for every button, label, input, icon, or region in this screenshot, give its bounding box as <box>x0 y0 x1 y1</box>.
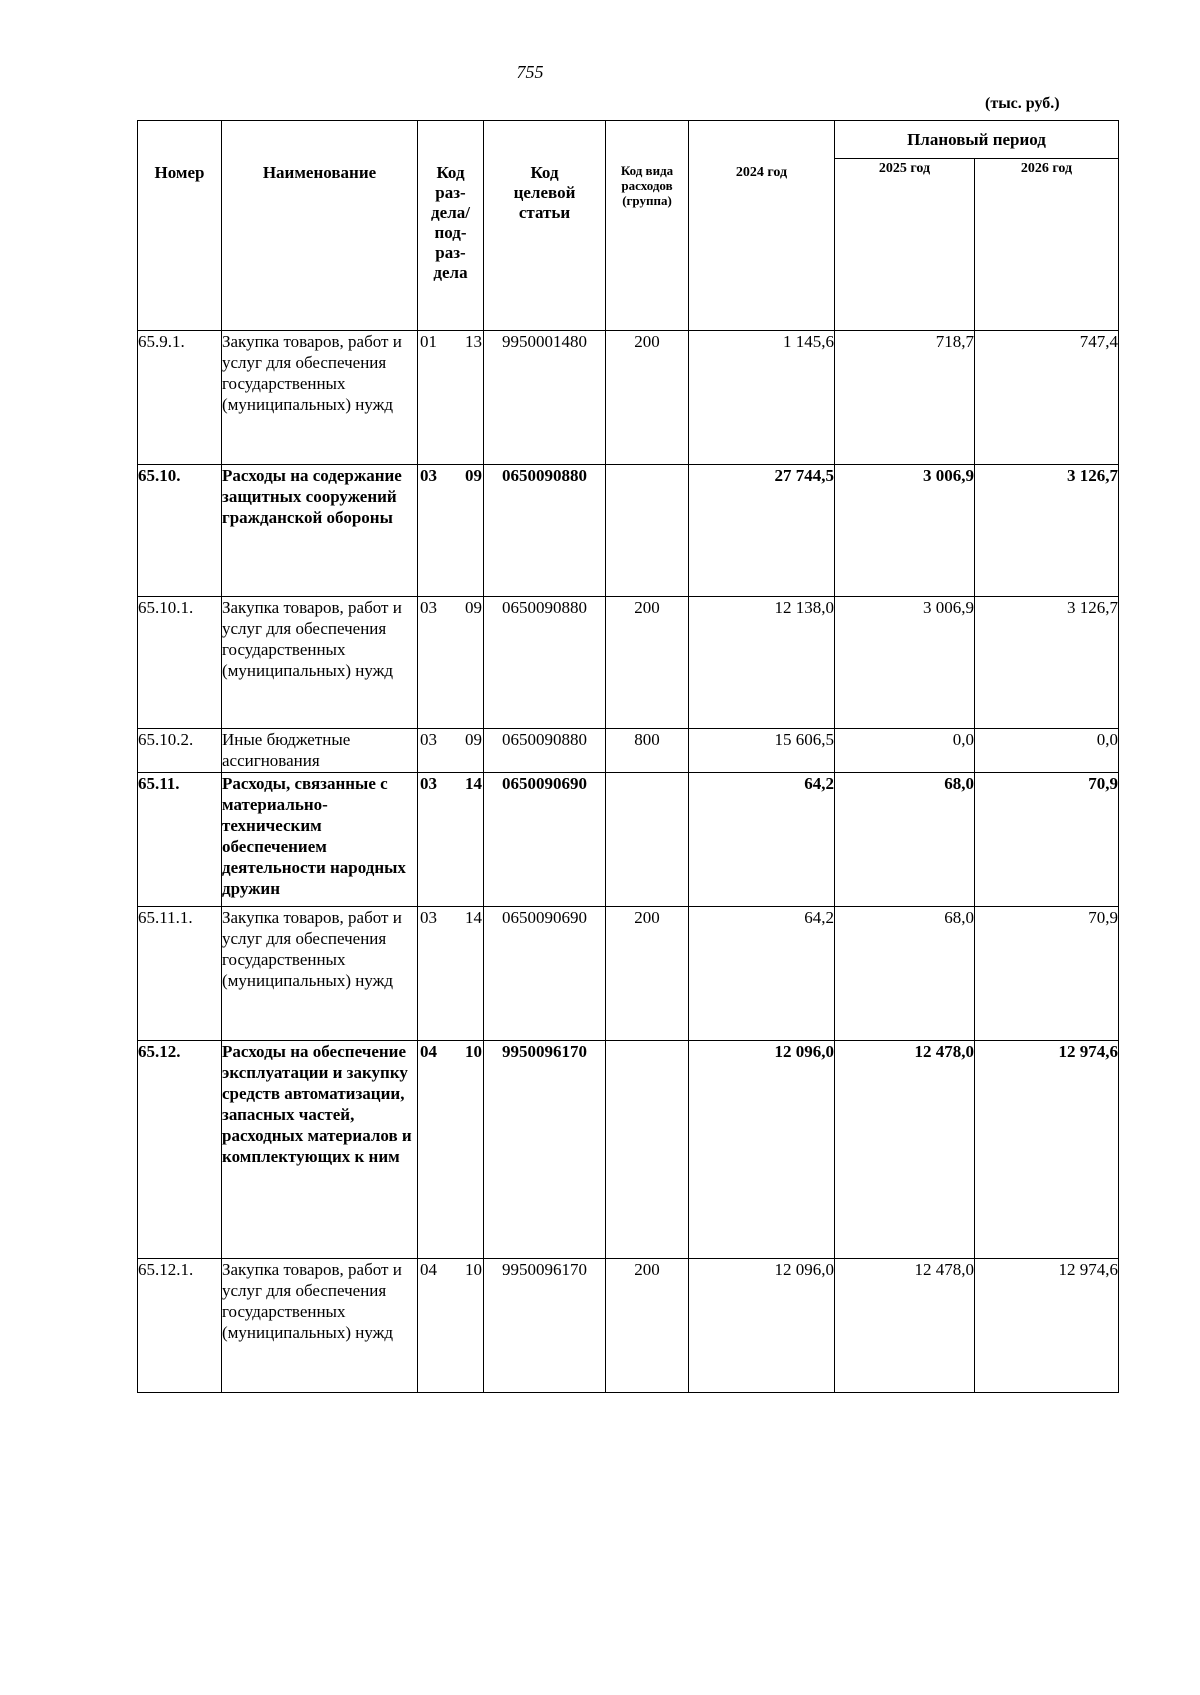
table-row <box>138 773 1119 907</box>
row-number: 65.12. <box>138 1041 222 1259</box>
row-number: 65.11.1. <box>138 907 222 1041</box>
subsection-code: 09 <box>465 598 482 617</box>
row-expense-type: 200 <box>606 597 689 729</box>
row-name: Закупка товаров, работ и услуг для обеспечения государственных (муниципальных) нужд <box>222 1259 418 1393</box>
row-target-code: 9950096170 <box>484 1259 606 1393</box>
row-section-code <box>418 1041 484 1259</box>
row-number: 65.9.1. <box>138 331 222 465</box>
subsection-code: 14 <box>465 908 482 927</box>
page-number: 755 <box>516 62 544 82</box>
row-value-2025: 68,0 <box>835 907 975 1041</box>
row-value-2024: 64,2 <box>689 773 835 907</box>
row-number: 65.10. <box>138 465 222 597</box>
row-value-2026: 3 126,7 <box>975 465 1119 597</box>
row-target-code: 0650090880 <box>484 729 606 773</box>
table-row <box>138 465 1119 597</box>
row-expense-type: 200 <box>606 331 689 465</box>
row-expense-type: 200 <box>606 907 689 1041</box>
row-value-2026: 70,9 <box>975 907 1119 1041</box>
row-value-2025: 68,0 <box>835 773 975 907</box>
row-value-2026: 12 974,6 <box>975 1259 1119 1393</box>
header-expense-type: Код вида расходов (группа) <box>606 121 689 331</box>
row-section-code <box>418 729 484 773</box>
header-target-code: Код целевой статьи <box>484 121 606 331</box>
section-code: 03 <box>420 598 437 617</box>
unit-note: (тыс. руб.) <box>985 95 1060 112</box>
row-value-2024: 15 606,5 <box>689 729 835 773</box>
row-number: 65.10.2. <box>138 729 222 773</box>
subsection-code: 09 <box>465 730 482 749</box>
table-row <box>138 331 1119 465</box>
row-value-2025: 12 478,0 <box>835 1259 975 1393</box>
row-expense-type <box>606 465 689 597</box>
header-name: Наименование <box>222 121 418 331</box>
row-section-code <box>418 465 484 597</box>
row-name: Закупка товаров, работ и услуг для обеспечения государственных (муниципальных) нужд <box>222 331 418 465</box>
row-value-2026: 3 126,7 <box>975 597 1119 729</box>
row-expense-type <box>606 1041 689 1259</box>
header-planning-period: Плановый период <box>835 121 1119 159</box>
budget-table <box>137 120 1119 1393</box>
row-name: Расходы на обеспечение эксплуатации и закупку средств автоматизации, запасных частей, расходных материалов и комплектующих к ним <box>222 1041 418 1259</box>
section-code: 03 <box>420 466 437 485</box>
row-section-code <box>418 773 484 907</box>
row-section-code <box>418 907 484 1041</box>
section-code: 04 <box>420 1260 437 1279</box>
row-name: Расходы на содержание защитных сооружений гражданской обороны <box>222 465 418 597</box>
row-value-2026: 70,9 <box>975 773 1119 907</box>
row-name: Закупка товаров, работ и услуг для обеспечения государственных (муниципальных) нужд <box>222 597 418 729</box>
row-value-2026: 0,0 <box>975 729 1119 773</box>
row-value-2024: 27 744,5 <box>689 465 835 597</box>
row-target-code: 0650090880 <box>484 465 606 597</box>
row-value-2025: 3 006,9 <box>835 465 975 597</box>
row-number: 65.10.1. <box>138 597 222 729</box>
table-row <box>138 729 1119 773</box>
row-value-2024: 12 096,0 <box>689 1041 835 1259</box>
row-section-code <box>418 331 484 465</box>
row-value-2025: 718,7 <box>835 331 975 465</box>
row-target-code: 0650090690 <box>484 907 606 1041</box>
row-expense-type <box>606 773 689 907</box>
row-target-code: 9950001480 <box>484 331 606 465</box>
subsection-code: 14 <box>465 774 482 793</box>
row-value-2024: 12 096,0 <box>689 1259 835 1393</box>
subsection-code: 10 <box>465 1260 482 1279</box>
row-section-code <box>418 597 484 729</box>
row-name: Закупка товаров, работ и услуг для обеспечения государственных (муниципальных) нужд <box>222 907 418 1041</box>
row-expense-type: 200 <box>606 1259 689 1393</box>
row-value-2024: 1 145,6 <box>689 331 835 465</box>
subsection-code: 09 <box>465 466 482 485</box>
row-target-code: 9950096170 <box>484 1041 606 1259</box>
section-code: 04 <box>420 1042 437 1061</box>
header-number: Номер <box>138 121 222 331</box>
row-target-code: 0650090690 <box>484 773 606 907</box>
header-section-code: Код раз- дела/ под- раз- дела <box>418 121 484 331</box>
row-value-2026: 747,4 <box>975 331 1119 465</box>
row-number: 65.11. <box>138 773 222 907</box>
section-code: 03 <box>420 908 437 927</box>
row-value-2026: 12 974,6 <box>975 1041 1119 1259</box>
table-body <box>138 331 1119 1393</box>
section-code: 03 <box>420 774 437 793</box>
row-target-code: 0650090880 <box>484 597 606 729</box>
row-value-2025: 3 006,9 <box>835 597 975 729</box>
row-value-2025: 0,0 <box>835 729 975 773</box>
header-year-2024: 2024 год <box>689 121 835 331</box>
row-expense-type: 800 <box>606 729 689 773</box>
header-year-2026: 2026 год <box>975 159 1119 331</box>
table-row <box>138 1259 1119 1393</box>
table-row <box>138 907 1119 1041</box>
section-code: 03 <box>420 730 437 749</box>
row-value-2024: 12 138,0 <box>689 597 835 729</box>
header-year-2025: 2025 год <box>835 159 975 331</box>
section-code: 01 <box>420 332 437 351</box>
row-name: Иные бюджетные ассигнования <box>222 729 418 773</box>
row-section-code <box>418 1259 484 1393</box>
table-row <box>138 597 1119 729</box>
row-number: 65.12.1. <box>138 1259 222 1393</box>
row-value-2025: 12 478,0 <box>835 1041 975 1259</box>
subsection-code: 13 <box>465 332 482 351</box>
subsection-code: 10 <box>465 1042 482 1061</box>
row-value-2024: 64,2 <box>689 907 835 1041</box>
row-name: Расходы, связанные с материально-техническим обеспечением деятельности народных дружин <box>222 773 418 907</box>
table-row <box>138 1041 1119 1259</box>
